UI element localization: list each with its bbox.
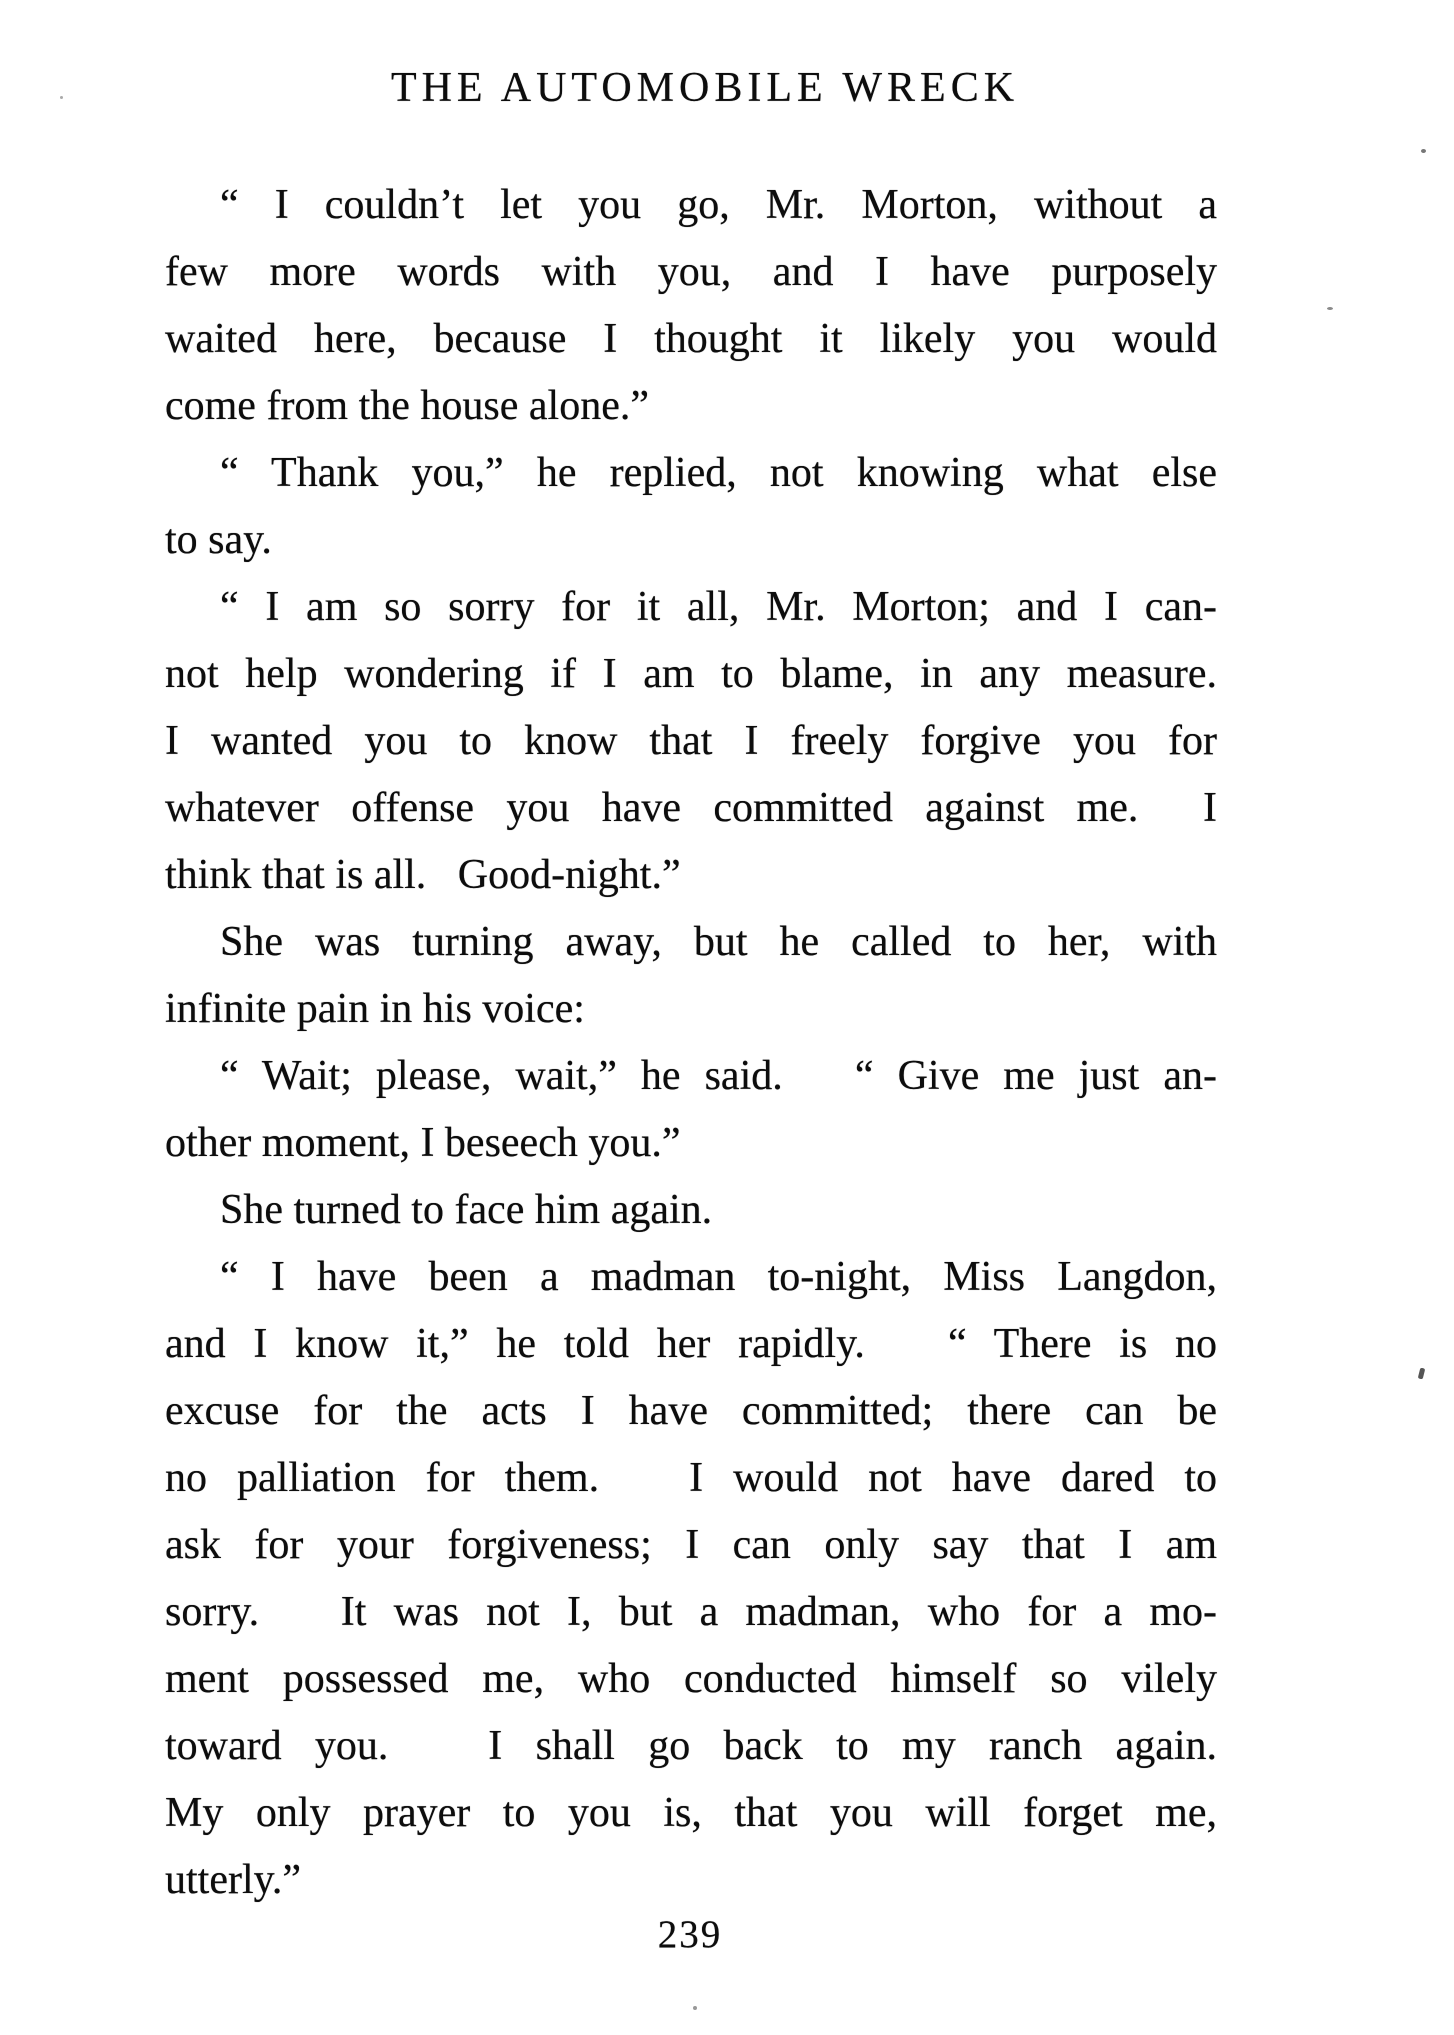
- text-line: toward you. I shall go back to my ranch again.: [165, 1723, 1217, 1769]
- text-line: She was turning away, but he called to her, with: [220, 919, 1217, 965]
- text-line: “ I have been a madman to-night, Miss Langdon,: [220, 1254, 1217, 1300]
- text-line: and I know it,” he told her rapidly. “ There is no: [165, 1321, 1217, 1367]
- text-line: whatever offense you have committed against me. I: [165, 785, 1217, 831]
- text-line: to say.: [165, 517, 272, 563]
- text-line: few more words with you, and I have purposely: [165, 249, 1217, 295]
- text-line: not help wondering if I am to blame, in any measure.: [165, 651, 1217, 697]
- paragraph: [165, 1043, 1217, 1177]
- text-line: sorry. It was not I, but a madman, who for a mo-: [165, 1589, 1217, 1635]
- text-line: think that is all. Good-night.”: [165, 852, 681, 898]
- page-header: THE AUTOMOBILE WRECK: [390, 65, 1020, 111]
- text-line: My only prayer to you is, that you will forget me,: [165, 1790, 1217, 1836]
- paragraph: [165, 1244, 1217, 1914]
- text-line: ask for your forgiveness; I can only say that I am: [165, 1522, 1217, 1568]
- text-line: waited here, because I thought it likely you would: [165, 316, 1217, 362]
- text-line: “ I am so sorry for it all, Mr. Morton; and I can-: [220, 584, 1217, 630]
- text-line: come from the house alone.”: [165, 383, 649, 429]
- text-line: “ Wait; please, wait,” he said. “ Give me just an-: [220, 1053, 1217, 1099]
- text-line: I wanted you to know that I freely forgive you for: [165, 718, 1217, 764]
- scan-speck: [1421, 149, 1426, 153]
- text-line: ment possessed me, who conducted himself so vilely: [165, 1656, 1217, 1702]
- scan-speck: [1418, 1368, 1426, 1380]
- paragraph: [165, 574, 1217, 909]
- text-line: excuse for the acts I have committed; there can be: [165, 1388, 1217, 1434]
- paragraph: [165, 440, 1217, 574]
- text-line: “ Thank you,” he replied, not knowing what else: [220, 450, 1217, 496]
- scan-speck: [693, 2006, 697, 2010]
- text-line: “ I couldn’t let you go, Mr. Morton, without a: [220, 182, 1217, 228]
- scan-speck: [60, 96, 63, 99]
- text-line: She turned to face him again.: [220, 1187, 713, 1233]
- scan-speck: [1327, 307, 1333, 310]
- paragraph: [165, 1177, 1217, 1244]
- text-line: other moment, I beseech you.”: [165, 1120, 681, 1166]
- page-number: 239: [657, 1913, 723, 1956]
- text-block: [165, 172, 1217, 1914]
- text-line: infinite pain in his voice:: [165, 986, 585, 1032]
- paragraph: [165, 909, 1217, 1043]
- text-line: no palliation for them. I would not have dared to: [165, 1455, 1217, 1501]
- text-line: utterly.”: [165, 1857, 302, 1903]
- paragraph: [165, 172, 1217, 440]
